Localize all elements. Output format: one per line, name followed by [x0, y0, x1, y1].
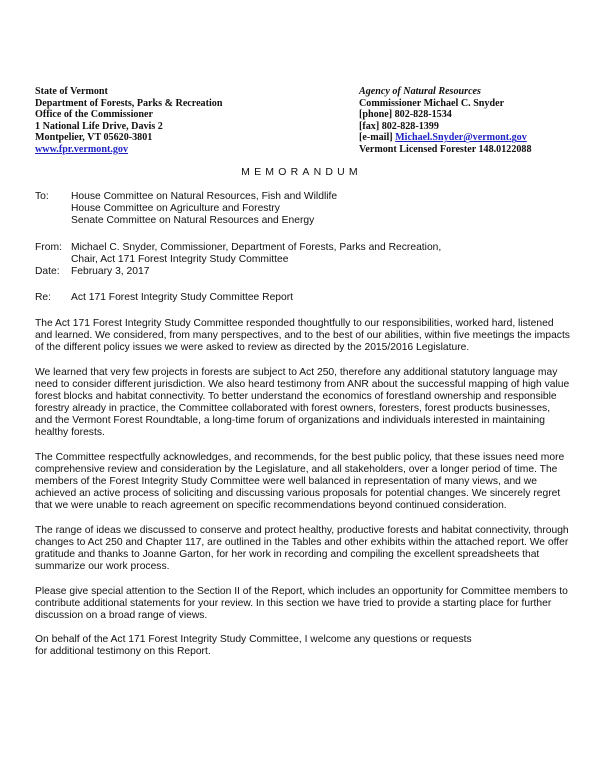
- letterhead-right: [359, 86, 589, 156]
- letterhead-license: Vermont Licensed Forester 148.0122088: [359, 143, 532, 155]
- email-link[interactable]: Michael.Snyder@vermont.gov: [395, 132, 527, 144]
- letterhead-phone: [phone] 802-828-1534: [359, 109, 452, 121]
- memo-title: MEMORANDUM: [241, 166, 362, 178]
- letterhead-agency: Agency of Natural Resources: [359, 86, 481, 97]
- subject: Act 171 Forest Integrity Study Committee Report: [71, 292, 294, 303]
- closing-paragraph: On behalf of the Act 171 Forest Integrity Study Committee, I welcome any questions or requests for additional testimony on this Report.: [35, 634, 472, 658]
- memo-body: [35, 318, 570, 671]
- to-label: To:: [35, 191, 49, 202]
- to-recipient: House Committee on Natural Resources, Fish and Wildlife: [71, 191, 338, 202]
- body-paragraph: The Act 171 Forest Integrity Study Committee responded thoughtfully to our responsibilities, worked hard, listened and learned. We considered, from many perspectives, and to the best of our abilities, within five meetings the impacts of the different policy issues we were asked to review as directed by the 2015/2016 Legislature.: [35, 318, 570, 354]
- body-paragraph: We learned that very few projects in forests are subject to Act 250, therefore any additional statutory language may need to consider different jurisdiction. We also heard testimony from ANR about the successful mapping of high value forest blocks and habitat connectivity. To better understand the economics of forestland ownership and responsible forestry already in practice, the Committee collaborated with forest owners, foresters, forest products businesses, and the Vermont Forest Roundtable, a long-time forum of organizations and individuals interested in maintaining healthy forests.: [35, 366, 570, 439]
- body-paragraph: The Committee respectfully acknowledges, and recommends, for the best public policy, that these issues need more comprehensive review and consideration by the Legislature, and all stakeholders, over a longer period of time. The members of the Forest Integrity Study Committee were well balanced in representation of many views, and we achieved an active process of soliciting and discussing various proposals for potential changes. We sincerely regret that we were unable to reach agreement on specific recommendations beyond continued consideration.: [35, 451, 565, 512]
- letterhead-email-line: [359, 132, 589, 144]
- letterhead-left: [35, 86, 335, 156]
- to-recipient: Senate Committee on Natural Resources and Energy: [71, 215, 315, 227]
- letterhead-department: Department of Forests, Parks & Recreation: [35, 97, 223, 109]
- letterhead-office: Office of the Commissioner: [35, 109, 154, 121]
- email-label: [e-mail]: [359, 132, 396, 144]
- from-label: From:: [35, 242, 62, 253]
- letterhead-state: State of Vermont: [35, 86, 108, 97]
- letterhead-street: 1 National Life Drive, Davis 2: [35, 120, 163, 132]
- website-link[interactable]: www.fpr.vermont.gov: [35, 143, 128, 155]
- from-line: Chair, Act 171 Forest Integrity Study Committee: [71, 254, 289, 266]
- body-paragraph: The range of ideas we discussed to conserve and protect healthy, productive forests and habitat connectivity, through changes to Act 250 and Chapter 117, are outlined in the Tables and other exhibits within the attached report. We offer gratitude and thanks to Joanne Garton, for her work in recording and compiling the excellent spreadsheets that summarize our work process.: [35, 524, 569, 573]
- letterhead-commissioner: Commissioner Michael C. Snyder: [359, 97, 505, 109]
- date-value: February 3, 2017: [71, 266, 150, 277]
- re-label: Re:: [35, 292, 52, 303]
- letterhead-city: Montpelier, VT 05620-3801: [35, 132, 153, 144]
- body-paragraph: Please give special attention to the Section II of the Report, which includes an opportunity for Committee members to contribute additional statements for your review. In this section we have tried to provide a starting place for further discussion on a broad range of views.: [35, 585, 568, 621]
- from-line: Michael C. Snyder, Commissioner, Department of Forests, Parks and Recreation,: [71, 242, 442, 253]
- date-label: Date:: [35, 266, 60, 277]
- to-recipient: House Committee on Agriculture and Forestry: [71, 203, 280, 215]
- letterhead-fax: [fax] 802-828-1399: [359, 120, 439, 132]
